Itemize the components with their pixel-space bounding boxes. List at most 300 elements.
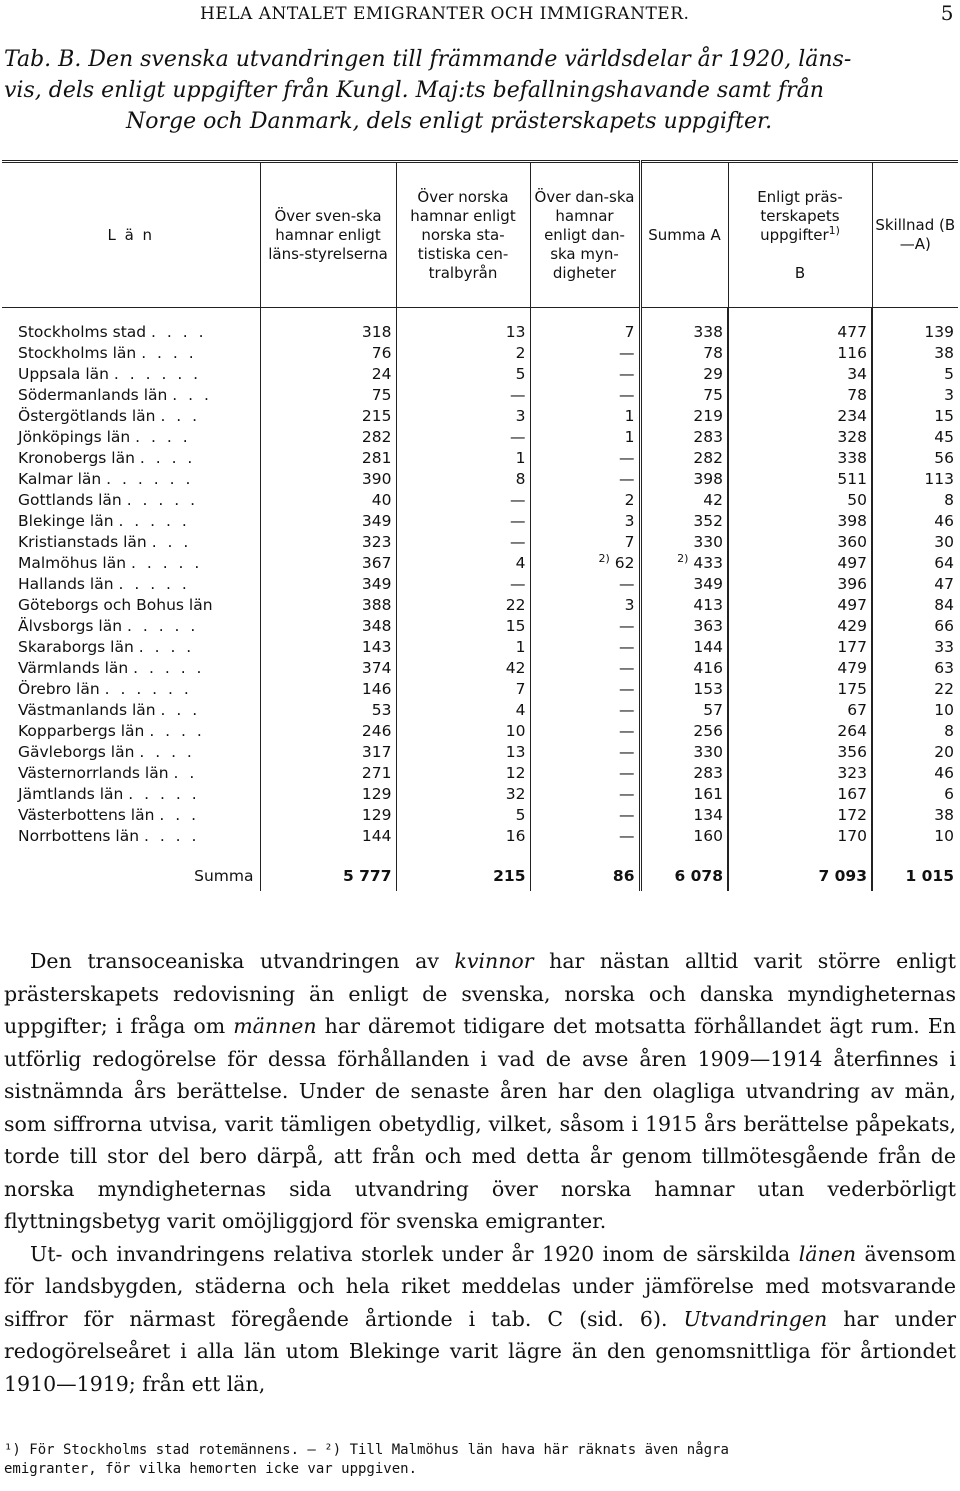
leader-dots: . . . . .	[118, 575, 190, 593]
cell-sk	[872, 427, 958, 448]
leader-dots: . . .	[160, 407, 201, 425]
value: 1	[624, 407, 635, 425]
leader-dots: . . . .	[141, 344, 197, 362]
p1-italic-mannen: männen	[233, 1014, 317, 1038]
cell-da	[530, 343, 640, 364]
cell-sv	[260, 490, 396, 511]
lan-name: Jämtlands län	[18, 785, 124, 803]
cell-da	[530, 826, 640, 847]
cell-no	[396, 721, 530, 742]
table-row	[2, 511, 958, 532]
value: 167	[837, 785, 867, 803]
value: 1	[515, 638, 526, 656]
cell-sk	[872, 469, 958, 490]
cell-summa	[640, 364, 728, 385]
cell-pr	[728, 658, 872, 679]
cell-sk	[872, 532, 958, 553]
cell-da	[530, 805, 640, 826]
header-prasterskapet-note: 1)	[828, 223, 840, 237]
cell-lan	[2, 574, 260, 595]
lan-name: Värmlands län	[18, 659, 129, 677]
lan-name: Örebro län	[18, 680, 100, 698]
lan-name: Uppsala län	[18, 365, 109, 383]
value: 8	[944, 491, 954, 509]
value: 116	[837, 344, 867, 362]
leader-dots: . . .	[160, 701, 201, 719]
leader-dots: . . . .	[149, 722, 205, 740]
value: —	[619, 743, 635, 761]
value: —	[510, 575, 526, 593]
cell-pr	[728, 364, 872, 385]
table-row	[2, 469, 958, 490]
table-row	[2, 448, 958, 469]
value: 15	[505, 617, 526, 635]
value: 40	[371, 491, 392, 509]
cell-pr	[728, 595, 872, 616]
leader-dots: . . . . . .	[113, 365, 202, 383]
lan-name: Södermanlands län	[18, 386, 168, 404]
cell-pr	[728, 553, 872, 574]
cell-no	[396, 469, 530, 490]
cell-lan	[2, 308, 260, 344]
p1-text-c: har nästan alltid varit större enligt prästerskapets redovisning än enligt de svenska, norska och danska myndigheternas uppgifter; i fråga om	[4, 949, 956, 1038]
cell-lan	[2, 826, 260, 847]
cell-summa	[640, 721, 728, 742]
value: —	[619, 365, 635, 383]
cell-da	[530, 469, 640, 490]
cell-lan	[2, 427, 260, 448]
leader-dots: . . .	[172, 386, 212, 404]
cell-da	[530, 574, 640, 595]
cell-summa	[640, 742, 728, 763]
leader-dots: . .	[173, 764, 198, 782]
value: 4	[515, 554, 526, 572]
value: 144	[693, 638, 723, 656]
cell-no	[396, 574, 530, 595]
cell-no	[396, 343, 530, 364]
value: —	[619, 449, 635, 467]
cell-sk	[872, 742, 958, 763]
cell-summa	[640, 700, 728, 721]
lan-name: Kalmar län	[18, 470, 102, 488]
running-head	[0, 1, 960, 28]
value: 5	[515, 806, 526, 824]
cell-summa	[640, 490, 728, 511]
value: 6	[944, 785, 954, 803]
value: 13	[505, 323, 526, 341]
cell-lan	[2, 679, 260, 700]
cell-sk	[872, 511, 958, 532]
p1-text-e: har däremot tidigare det motsatta förhållandet ägt rum. En utförlig redogörelse för dessa förhållanden i vad de avse åren 1909—1914 återfinnes i sistnämnda års berättelse. Under de senaste åren har den olagliga utvandring av män, som siffrorna utvisa, varit tämligen obetydlig, vilket, såsom i 1915 års berättelse påpekats, torde till stor del bero därpå, att från och med detta år genom tillmötesgående från de norska myndigheternas sida utvandring över norska hamnar utan vederbörligt flyttningsbetyg varit omöjliggjord för svenska emigranter.	[4, 1014, 956, 1233]
value: 7	[624, 533, 635, 551]
table-row	[2, 700, 958, 721]
cell-no	[396, 427, 530, 448]
value: 1	[624, 428, 635, 446]
cell-summa	[640, 595, 728, 616]
cell-sk	[872, 658, 958, 679]
p2-text-e: har under redogörelseåret i alla län utom Blekinge varit lägre än den genomsnittliga för årtiondet 1910—1919; från ett län,	[4, 1306, 956, 1396]
table-caption	[4, 44, 954, 137]
value: 338	[693, 323, 723, 341]
lan-name: Kronobergs län	[18, 449, 135, 467]
value: 63	[934, 659, 954, 677]
cell-pr	[728, 784, 872, 805]
cell-sk	[872, 616, 958, 637]
value: 7	[515, 680, 526, 698]
cell-lan	[2, 469, 260, 490]
value: 282	[693, 449, 723, 467]
value: —	[619, 701, 635, 719]
cell-pr	[728, 721, 872, 742]
cell-no	[396, 679, 530, 700]
cell-pr	[728, 469, 872, 490]
cell-sv	[260, 679, 396, 700]
cell-no	[396, 364, 530, 385]
total-sk: 1 015	[872, 847, 958, 891]
value: 10	[934, 827, 954, 845]
value: 318	[361, 323, 392, 341]
value: 234	[837, 407, 867, 425]
table-row	[2, 805, 958, 826]
value: —	[619, 470, 635, 488]
cell-da	[530, 532, 640, 553]
value: 283	[693, 764, 723, 782]
table-row	[2, 343, 958, 364]
leader-dots: . . . .	[135, 428, 191, 446]
value: 46	[934, 512, 954, 530]
cell-summa	[640, 637, 728, 658]
cell-da	[530, 616, 640, 637]
value: 46	[934, 764, 954, 782]
value: 356	[837, 743, 867, 761]
table-row	[2, 406, 958, 427]
cell-da	[530, 721, 640, 742]
cell-lan	[2, 595, 260, 616]
cell-summa	[640, 427, 728, 448]
cell-sv	[260, 700, 396, 721]
p2-text-c: ävensom för landsbygden, städerna och hela riket meddelas under jämförelse med motsvarande siffror för närmast föregående årtionde i tab. C (sid. 6).	[4, 1241, 956, 1331]
value: 38	[934, 806, 954, 824]
cell-no	[396, 784, 530, 805]
value: 134	[693, 806, 723, 824]
caption-line-3: Norge och Danmark, dels enligt prästerskapets uppgifter.	[126, 109, 773, 134]
cell-summa	[640, 308, 728, 344]
cell-da	[530, 784, 640, 805]
cell-sk	[872, 784, 958, 805]
cell-da	[530, 385, 640, 406]
cell-da	[530, 511, 640, 532]
value: 8	[515, 470, 526, 488]
cell-da	[530, 679, 640, 700]
p1-text-a: Den transoceaniska utvandringen av	[30, 949, 455, 973]
cell-pr	[728, 511, 872, 532]
footnotes	[4, 1441, 956, 1479]
lan-name: Stockholms stad	[18, 323, 147, 341]
lan-name: Gottlands län	[18, 491, 122, 509]
cell-sv	[260, 595, 396, 616]
value: 433	[693, 554, 723, 572]
value: 139	[924, 323, 954, 341]
value: 34	[847, 365, 867, 383]
cell-sk	[872, 448, 958, 469]
value: 22	[934, 680, 954, 698]
value: 283	[693, 428, 723, 446]
value: 160	[693, 827, 723, 845]
value: 215	[361, 407, 392, 425]
cell-no	[396, 805, 530, 826]
value: 42	[703, 491, 723, 509]
value: 349	[361, 512, 392, 530]
value: 477	[837, 323, 867, 341]
value: 78	[703, 344, 723, 362]
cell-sk	[872, 574, 958, 595]
p2-italic-lanen: länen	[798, 1241, 857, 1266]
value: 177	[837, 638, 867, 656]
cell-lan	[2, 658, 260, 679]
table-row	[2, 658, 958, 679]
cell-summa	[640, 385, 728, 406]
leader-dots: . . . . .	[127, 617, 199, 635]
value: 3	[624, 512, 635, 530]
value: 153	[693, 680, 723, 698]
cell-summa	[640, 784, 728, 805]
cell-lan	[2, 637, 260, 658]
table-row	[2, 427, 958, 448]
leader-dots: . . .	[151, 533, 192, 551]
cell-no	[396, 826, 530, 847]
header-prasterskapet-label: Enligt präs-terskapets uppgifter	[757, 187, 843, 244]
table-row	[2, 308, 958, 344]
cell-lan	[2, 742, 260, 763]
cell-pr	[728, 308, 872, 344]
emigration-table	[2, 160, 958, 891]
cell-lan	[2, 343, 260, 364]
leader-dots: . . . . . .	[106, 470, 194, 488]
cell-lan	[2, 364, 260, 385]
cell-no	[396, 742, 530, 763]
value: 50	[847, 491, 867, 509]
value: 175	[837, 680, 867, 698]
value: 328	[837, 428, 867, 446]
cell-no	[396, 532, 530, 553]
table-row	[2, 742, 958, 763]
footnote-marker: 2)	[598, 551, 610, 565]
table-row	[2, 364, 958, 385]
value: 38	[934, 344, 954, 362]
cell-da	[530, 490, 640, 511]
cell-pr	[728, 343, 872, 364]
value: 78	[847, 386, 867, 404]
leader-dots: . . .	[159, 806, 200, 824]
value: 219	[693, 407, 723, 425]
value: 349	[361, 575, 392, 593]
cell-lan	[2, 700, 260, 721]
total-label: Summa	[194, 866, 254, 885]
value: —	[510, 386, 526, 404]
cell-no	[396, 448, 530, 469]
value: —	[619, 638, 635, 656]
cell-da	[530, 364, 640, 385]
cell-sk	[872, 406, 958, 427]
running-head-title: HELA ANTALET EMIGRANTER OCH IMMIGRANTER.	[200, 4, 690, 24]
value: 113	[924, 470, 954, 488]
cell-sk	[872, 700, 958, 721]
cell-pr	[728, 742, 872, 763]
value: 388	[361, 596, 392, 614]
table-row	[2, 595, 958, 616]
cell-da	[530, 742, 640, 763]
cell-lan	[2, 763, 260, 784]
value: 374	[361, 659, 392, 677]
cell-da	[530, 658, 640, 679]
lan-name: Östergötlands län	[18, 407, 156, 425]
lan-name: Blekinge län	[18, 512, 114, 530]
total-summa: 6 078	[640, 847, 728, 891]
value: —	[510, 491, 526, 509]
value: 367	[361, 554, 392, 572]
cell-sk	[872, 637, 958, 658]
table-row	[2, 574, 958, 595]
cell-no	[396, 385, 530, 406]
value: 22	[505, 596, 526, 614]
total-da: 86	[530, 847, 640, 891]
cell-lan	[2, 385, 260, 406]
value: 398	[837, 512, 867, 530]
cell-summa	[640, 679, 728, 700]
value: 47	[934, 575, 954, 593]
value: 75	[371, 386, 392, 404]
value: —	[619, 344, 635, 362]
value: 2	[515, 344, 526, 362]
value: 429	[837, 617, 867, 635]
paragraph-1	[4, 945, 956, 1238]
value: 3	[944, 386, 954, 404]
cell-lan	[2, 721, 260, 742]
cell-sv	[260, 721, 396, 742]
value: 271	[361, 764, 392, 782]
total-pr: 7 093	[728, 847, 872, 891]
p1-italic-kvinnor: kvinnor	[454, 949, 534, 973]
value: 3	[515, 407, 526, 425]
table-row	[2, 616, 958, 637]
cell-sv	[260, 469, 396, 490]
cell-lan	[2, 532, 260, 553]
value: 390	[361, 470, 392, 488]
cell-sk	[872, 343, 958, 364]
value: 281	[361, 449, 392, 467]
cell-sv	[260, 511, 396, 532]
cell-lan	[2, 616, 260, 637]
cell-pr	[728, 763, 872, 784]
value: —	[510, 533, 526, 551]
value: 282	[361, 428, 392, 446]
cell-pr	[728, 826, 872, 847]
value: 84	[934, 596, 954, 614]
cell-lan	[2, 448, 260, 469]
value: 56	[934, 449, 954, 467]
cell-summa	[640, 406, 728, 427]
cell-sk	[872, 721, 958, 742]
value: 30	[934, 533, 954, 551]
value: 264	[837, 722, 867, 740]
leader-dots: . . . . . .	[104, 680, 192, 698]
value: 129	[361, 785, 392, 803]
table-row	[2, 490, 958, 511]
value: 24	[371, 365, 392, 383]
paragraph-2	[4, 1238, 956, 1401]
value: 76	[371, 344, 392, 362]
value: 33	[934, 638, 954, 656]
cell-no	[396, 637, 530, 658]
cell-summa	[640, 616, 728, 637]
value: 5	[944, 365, 954, 383]
value: 360	[837, 533, 867, 551]
footnote-line-1: ¹) För Stockholms stad rotemännens. — ²) Till Malmöhus län hava här räknats även några	[4, 1442, 729, 1458]
cell-summa	[640, 469, 728, 490]
value: —	[619, 785, 635, 803]
table-row	[2, 679, 958, 700]
value: 15	[934, 407, 954, 425]
header-prasterskapet-b: B	[794, 263, 806, 282]
lan-name: Västmanlands län	[18, 701, 156, 719]
lan-name: Skaraborgs län	[18, 638, 134, 656]
value: 256	[693, 722, 723, 740]
cell-pr	[728, 574, 872, 595]
cell-summa	[640, 448, 728, 469]
lan-name: Kristianstads län	[18, 533, 147, 551]
header-danska-hamnar: Över dan-ska hamnar enligt dan-ska myn-digheter	[530, 162, 640, 308]
cell-no	[396, 406, 530, 427]
value: 144	[361, 827, 392, 845]
cell-da	[530, 595, 640, 616]
cell-no	[396, 700, 530, 721]
header-lan: L ä n	[107, 225, 155, 244]
value: 338	[837, 449, 867, 467]
value: 75	[703, 386, 723, 404]
caption-line-1: Tab. B. Den svenska utvandringen till främmande världsdelar år 1920, läns-	[4, 47, 852, 72]
value: —	[510, 512, 526, 530]
cell-sk	[872, 308, 958, 344]
table-row	[2, 763, 958, 784]
cell-lan	[2, 490, 260, 511]
value: 170	[837, 827, 867, 845]
leader-dots: . . . .	[139, 743, 195, 761]
value: 7	[624, 323, 635, 341]
cell-sv	[260, 427, 396, 448]
cell-no	[396, 658, 530, 679]
cell-pr	[728, 448, 872, 469]
cell-sk	[872, 364, 958, 385]
cell-lan	[2, 511, 260, 532]
table-header	[2, 162, 958, 308]
cell-pr	[728, 385, 872, 406]
value: 363	[693, 617, 723, 635]
cell-no	[396, 616, 530, 637]
cell-pr	[728, 700, 872, 721]
value: 317	[361, 743, 392, 761]
value: 5	[515, 365, 526, 383]
cell-lan	[2, 406, 260, 427]
footnote-marker: 2)	[677, 551, 689, 565]
cell-sv	[260, 532, 396, 553]
value: 10	[934, 701, 954, 719]
cell-sv	[260, 826, 396, 847]
cell-pr	[728, 532, 872, 553]
body-text	[4, 945, 956, 1400]
table-row	[2, 385, 958, 406]
header-norska-hamnar: Över norska hamnar enligt norska sta-tistiska cen-tralbyrån	[396, 162, 530, 308]
cell-sk	[872, 595, 958, 616]
